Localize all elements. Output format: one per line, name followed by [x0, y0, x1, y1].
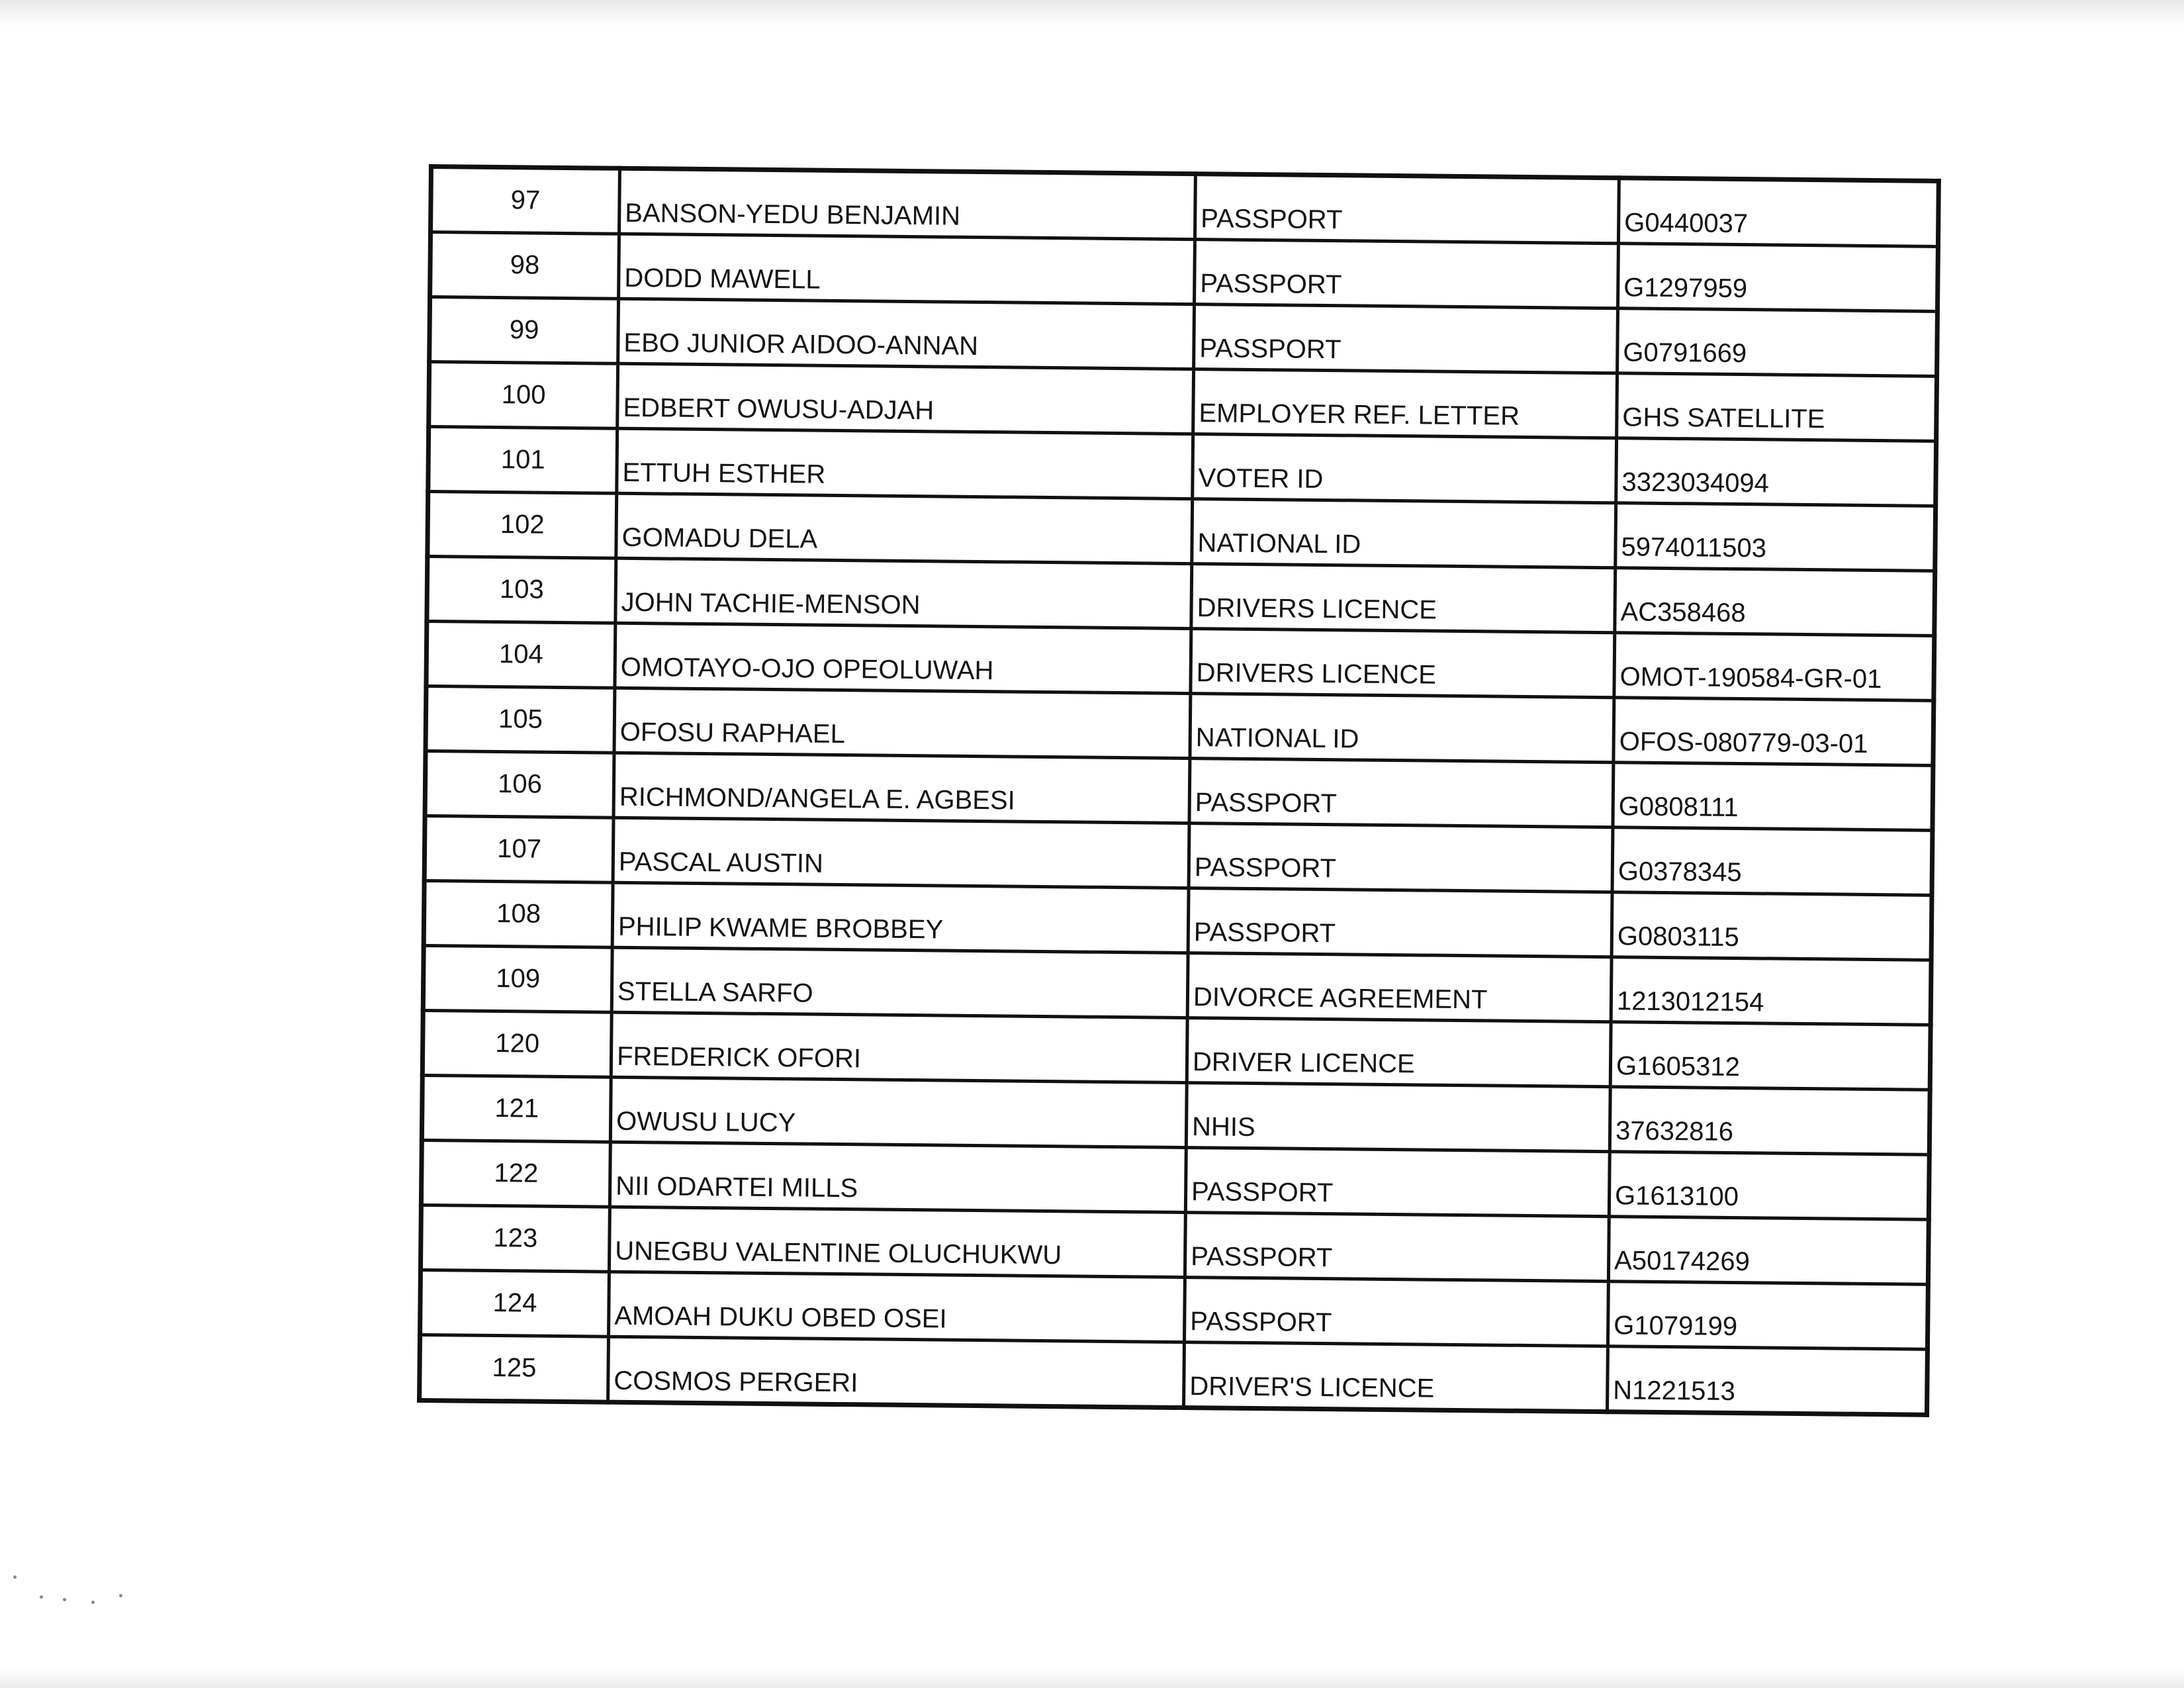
document-number-cell: G0803115 [1612, 892, 1932, 961]
row-number-cell: 97 [431, 167, 620, 234]
document-type-cell: DRIVER'S LICENCE [1184, 1342, 1608, 1412]
document-type-cell: PASSPORT [1184, 1278, 1608, 1346]
document-type-cell: VOTER ID [1193, 434, 1617, 503]
document-type-cell: PASSPORT [1185, 1213, 1609, 1282]
name-cell: OMOTAYO-OJO OPEOLUWAH [615, 623, 1191, 693]
name-cell: COSMOS PERGERI [608, 1336, 1185, 1407]
row-number-cell: 120 [422, 1010, 612, 1077]
document-number-cell: 3323034094 [1616, 438, 1936, 506]
name-cell: PHILIP KWAME BROBBEY [612, 882, 1189, 953]
document-number-cell: GHS SATELLITE [1617, 373, 1937, 442]
name-cell: JOHN TACHIE-MENSON [615, 558, 1192, 628]
row-number-cell: 125 [420, 1335, 609, 1402]
name-cell: STELLA SARFO [612, 947, 1188, 1017]
document-number-cell: 1213012154 [1611, 957, 1931, 1025]
document-number-cell: G0378345 [1612, 827, 1933, 896]
document-type-cell: PASSPORT [1189, 759, 1614, 827]
document-type-cell: NHIS [1186, 1083, 1610, 1152]
scan-edge-bottom [0, 1668, 2184, 1688]
document-type-cell: DRIVERS LICENCE [1191, 564, 1615, 633]
document-type-cell: DRIVERS LICENCE [1191, 629, 1615, 698]
document-number-cell: G0440037 [1618, 178, 1938, 247]
row-number-cell: 106 [425, 751, 614, 818]
table-row [420, 1335, 1928, 1415]
register-table [417, 164, 1941, 1417]
document-type-cell: PASSPORT [1189, 823, 1613, 892]
document-type-cell: PASSPORT [1195, 174, 1619, 244]
document-number-cell: A50174269 [1608, 1217, 1929, 1285]
document-number-cell: OFOS-080779-03-01 [1614, 698, 1934, 766]
name-cell: PASCAL AUSTIN [613, 818, 1189, 888]
document-number-cell: AC358468 [1615, 568, 1935, 636]
register-table-body [420, 167, 1939, 1415]
scan-speck [13, 1575, 17, 1579]
name-cell: RICHMOND/ANGELA E. AGBESI [614, 753, 1190, 823]
name-cell: AMOAH DUKU OBED OSEI [609, 1272, 1185, 1342]
row-number-cell: 103 [427, 557, 616, 624]
name-cell: DODD MAWELL [619, 234, 1195, 304]
document-type-cell: EMPLOYER REF. LETTER [1193, 369, 1617, 438]
name-cell: EBO JUNIOR AIDOO-ANNAN [618, 299, 1195, 369]
document-type-cell: DIVORCE AGREEMENT [1187, 953, 1612, 1022]
document-number-cell: N1221513 [1607, 1346, 1927, 1415]
scan-speck [119, 1594, 122, 1597]
document-type-cell: NATIONAL ID [1190, 694, 1614, 763]
row-number-cell: 104 [426, 622, 615, 688]
row-number-cell: 100 [429, 362, 618, 429]
document-type-cell: PASSPORT [1185, 1148, 1610, 1217]
scan-edge-top [0, 0, 2184, 26]
document-number-cell: G1297959 [1617, 244, 1938, 312]
row-number-cell: 124 [420, 1270, 610, 1336]
name-cell: EDBERT OWUSU-ADJAH [617, 363, 1194, 434]
row-number-cell: 107 [424, 816, 614, 882]
row-number-cell: 121 [422, 1075, 611, 1142]
row-number-cell: 101 [428, 427, 617, 494]
row-number-cell: 102 [428, 492, 617, 559]
document-number-cell: OMOT-190584-GR-01 [1614, 633, 1934, 701]
scan-speck [40, 1595, 43, 1599]
row-number-cell: 108 [424, 880, 613, 947]
document-number-cell: 5974011503 [1615, 503, 1936, 571]
document-type-cell: PASSPORT [1194, 305, 1618, 373]
document-sheet [417, 164, 1936, 1417]
name-cell: GOMADU DELA [616, 493, 1193, 563]
row-number-cell: 105 [426, 686, 615, 753]
document-number-cell: G1605312 [1610, 1022, 1931, 1090]
document-type-cell: DRIVER LICENCE [1187, 1018, 1611, 1087]
row-number-cell: 123 [420, 1205, 610, 1272]
scan-specks [13, 1556, 146, 1609]
document-number-cell: G0791669 [1617, 308, 1938, 377]
row-number-cell: 109 [423, 945, 612, 1012]
name-cell: BANSON-YEDU BENJAMIN [619, 168, 1196, 239]
name-cell: OWUSU LUCY [610, 1077, 1187, 1147]
document-type-cell: NATIONAL ID [1192, 499, 1616, 568]
document-type-cell: PASSPORT [1188, 888, 1612, 957]
name-cell: FREDERICK OFORI [611, 1012, 1187, 1082]
document-number-cell: 37632816 [1610, 1087, 1930, 1155]
document-type-cell: PASSPORT [1195, 240, 1619, 308]
row-number-cell: 122 [421, 1140, 610, 1207]
document-number-cell: G0808111 [1613, 763, 1933, 831]
name-cell: UNEGBU VALENTINE OLUCHUKWU [609, 1207, 1185, 1277]
scan-speck [91, 1601, 95, 1604]
row-number-cell: 99 [430, 297, 619, 364]
row-number-cell: 98 [430, 232, 619, 299]
name-cell: NII ODARTEI MILLS [610, 1142, 1186, 1212]
name-cell: OFOSU RAPHAEL [614, 688, 1191, 758]
document-number-cell: G1613100 [1609, 1152, 1929, 1220]
scan-speck [63, 1598, 66, 1601]
name-cell: ETTUH ESTHER [617, 428, 1193, 498]
document-number-cell: G1079199 [1608, 1282, 1928, 1350]
